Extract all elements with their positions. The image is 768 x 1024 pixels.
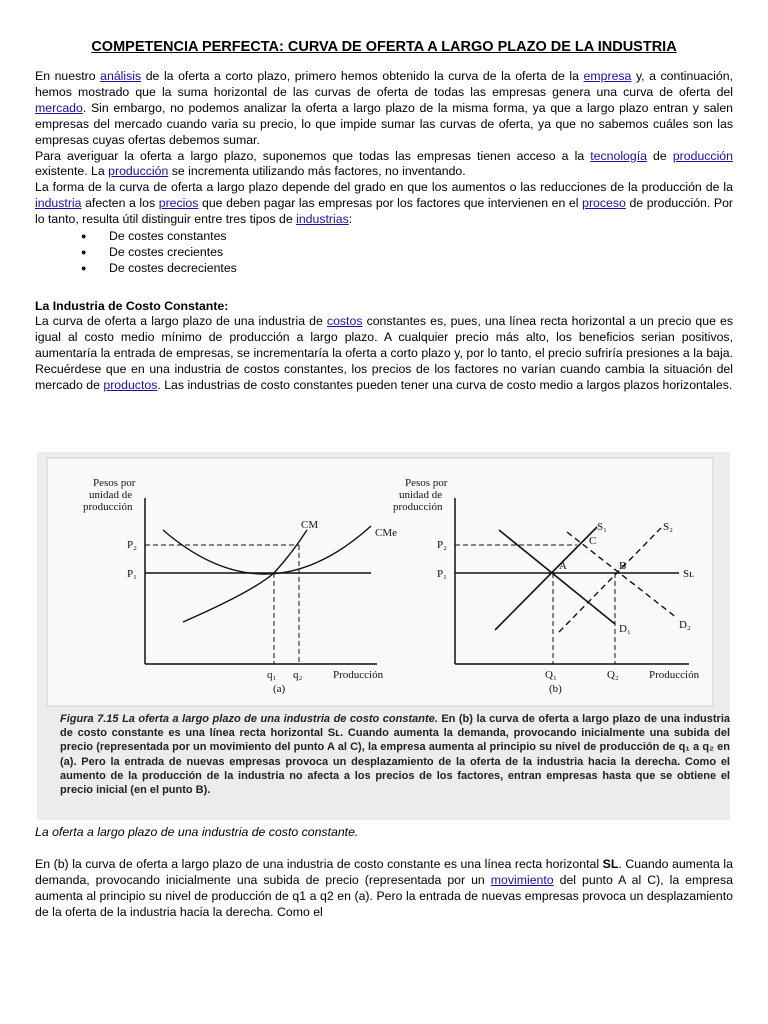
p1-label-b: P₁ [437, 568, 447, 580]
y-label-a-2: unidad de [89, 489, 133, 501]
text: La curva de oferta a largo plazo de una industria de [35, 314, 327, 329]
x-label-a: Producción [333, 669, 384, 681]
panel-b-label: (b) [549, 683, 562, 695]
text: La forma de la curva de oferta a largo plazo depende del grado en que los aumentos o las reducciones de la producción de la [35, 180, 733, 195]
document-page [35, 38, 733, 394]
cm-label: CM [301, 519, 319, 531]
link-mercado[interactable]: mercado [35, 100, 83, 115]
bullet-icon: ● [81, 263, 87, 274]
page-title: COMPETENCIA PERFECTA: CURVA DE OFERTA A LARGO PLAZO DE LA INDUSTRIA [91, 39, 677, 55]
sl-label: Sʟ [683, 568, 694, 580]
text: de producción. Por lo tanto, resulta útil distinguir entre tres tipos de [35, 196, 734, 227]
point-b-label: B [619, 560, 627, 572]
point-c-label: C [589, 535, 597, 547]
paragraph-intro [35, 69, 733, 149]
text: del punto A al C), la empresa aumenta al principio su nivel de producción de q1 a q2 en (a). Pero la entrada de nuevas empresas provoca un desplazamiento de la oferta de la industria hacia la derecha. Como el [35, 872, 733, 919]
p2-label-a: P₂ [127, 539, 137, 551]
link-analisis[interactable]: análisis [100, 69, 142, 83]
link-proceso[interactable]: proceso [582, 196, 626, 211]
industry-types-list [35, 228, 733, 276]
link-industria[interactable]: industria [35, 196, 82, 211]
Q1-label-b: Q₁ [545, 669, 557, 681]
text: afecten a los [81, 196, 159, 211]
link-costos[interactable]: costos [326, 314, 363, 329]
link-precios[interactable]: precios [158, 196, 199, 211]
text: . Sin embargo, no podemos analizar la oferta a largo plazo de la misma forma, ya que a largo plazo entran y salen empresas del mercado cuando varia su precio, lo que impide sumar las curvas de oferta, ya que no sabemos cuáles son las empresas cuyas ofertas debemos sumar. [35, 100, 733, 147]
figure-caption-text [60, 712, 730, 797]
section-heading: La Industria de Costo Constante: [35, 299, 229, 314]
final-paragraph-box [35, 857, 733, 921]
text: existente. La [35, 164, 109, 179]
list-item-text: De costes crecientes [109, 245, 224, 260]
paragraph-explicacion [35, 857, 733, 921]
point-a-label: A [559, 560, 567, 572]
figure-note: La oferta a largo plazo de una industria de costo constante. [35, 825, 359, 839]
q2-label-a: q₂ [293, 669, 303, 681]
paragraph-costo-constante [35, 314, 733, 394]
link-productos[interactable]: productos [103, 377, 158, 392]
y-label-b-3: producción [393, 501, 443, 513]
paragraph-tecnologia [35, 149, 733, 181]
y-label-b-1: Pesos por [405, 477, 448, 489]
text: . Las industrias de costo constantes pueden tener una curva de costo medio a largos plazos horizontales. [157, 377, 733, 392]
link-movimiento[interactable]: movimiento [490, 872, 554, 887]
caption-body: En (b) la curva de oferta a largo plazo de una industria de costo constante es una línea recta horizontal Sʟ. Cuando aumenta la demanda, provocando inicialmente una subida del precio (representada por un movimiento del punto A al C), la empresa aumenta al principio su nivel de producción de q₁ a q₂ en (a). Pero la entrada de nuevas empresas provoca un desplazamiento de la oferta de la industria hacia la derecha. Como el aumento de la producción de la industria no afecta a los precios de los factores, entran empresas hasta que se obtiene el precio inicial (en el punto B). [60, 713, 731, 797]
y-label-a-1: Pesos por [93, 477, 136, 489]
list-item [81, 228, 733, 244]
text: Para averiguar la oferta a largo plazo, suponemos que todas las empresas tienen acceso a la [35, 148, 591, 163]
text: que deben pagar las empresas por los factores que intervienen en el [198, 196, 583, 211]
x-label-b: Producción [649, 669, 700, 681]
link-tecnologia[interactable]: tecnología [590, 148, 647, 163]
text: En (b) la curva de oferta a largo plazo de una industria de costo constante es una línea recta horizontal [35, 857, 603, 871]
link-industrias[interactable]: industrias [296, 212, 349, 227]
list-item-text: De costes decrecientes [109, 261, 237, 276]
list-item [81, 244, 733, 260]
list-item [81, 260, 733, 276]
figure-caption [60, 712, 730, 820]
link-empresa[interactable]: empresa [583, 69, 632, 83]
text: de [646, 148, 673, 163]
sl-bold: SL [602, 857, 619, 871]
panel-a-label: (a) [273, 683, 286, 695]
text: y, a continuación, hemos mostrado que la suma horizontal de las curvas de oferta de todas las empresas genera una curva de oferta del [35, 69, 733, 99]
bullet-icon: ● [81, 247, 87, 258]
cme-label: CMe [375, 527, 397, 539]
text: constantes es, pues, una línea recta horizontal a un precio que es igual al costo medio mínimo de producción a largo plazo. A cualquier precio más alto, los beneficios serian positivos, aumentaría la entrada de empresas, se incrementaría la oferta a corto plazo y, por lo tanto, el precio sufriría presiones a la baja. Recuérdese que en una industria de costos constantes, los precios de los factores no varían cuando cambia la situación del mercado de [35, 314, 733, 392]
text: se incrementa utilizando más factores, no inventando. [168, 164, 466, 179]
s2-label: S₂ [663, 521, 673, 533]
text: En nuestro [35, 69, 101, 83]
figure-graphs [37, 452, 730, 712]
caption-title: La oferta a largo plazo de una industria de costo constante. [118, 713, 438, 725]
link-produccion[interactable]: producción [672, 148, 733, 163]
p2-label-b: P₂ [437, 539, 447, 551]
d1-label: D₁ [619, 623, 631, 635]
p1-label-a: P₁ [127, 568, 137, 580]
text: . Cuando aumenta la demanda, provocando inicialmente una subida de precio (representada por un [35, 857, 733, 887]
caption-label: Figura 7.15 [60, 713, 119, 725]
text: : [348, 212, 353, 227]
link-produccion-2[interactable]: producción [108, 164, 169, 179]
q1-label-a: q₁ [267, 669, 277, 681]
Q2-label-b: Q₂ [607, 669, 619, 681]
paragraph-forma [35, 180, 733, 228]
y-label-a-3: producción [83, 501, 133, 513]
s1-label: S₁ [597, 521, 607, 533]
bullet-icon: ● [81, 231, 87, 242]
d2-label: D₂ [679, 619, 691, 631]
text: de la oferta a corto plazo, primero hemos obtenido la curva de la oferta de la [141, 69, 584, 83]
y-label-b-2: unidad de [399, 489, 443, 501]
list-item-text: De costes constantes [109, 229, 227, 244]
